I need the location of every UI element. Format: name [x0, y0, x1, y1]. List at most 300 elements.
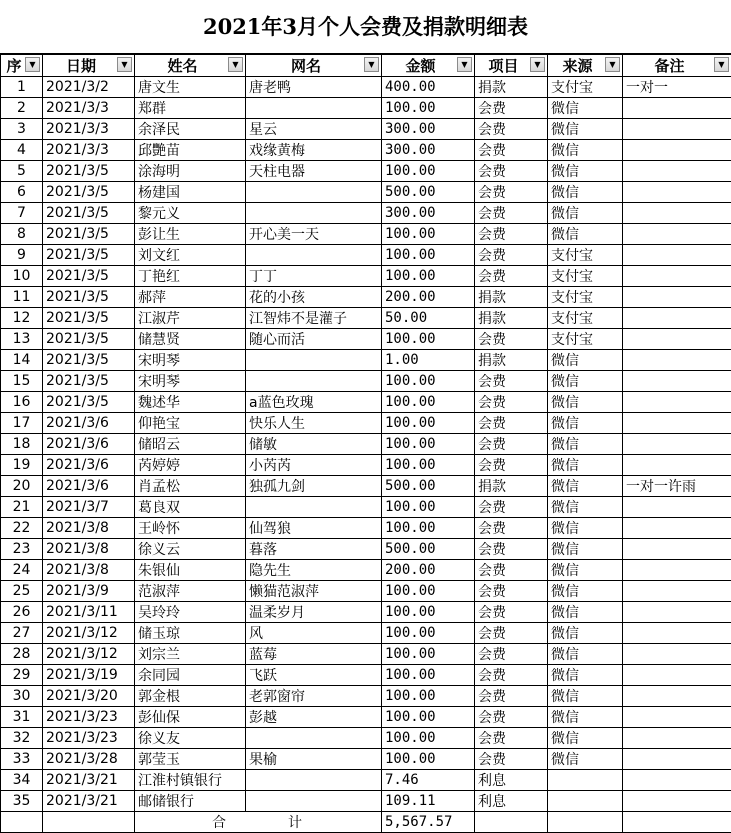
col-header-label: 日期 — [66, 57, 96, 75]
cell-note[interactable] — [623, 749, 731, 770]
cell-item[interactable]: 会费 — [475, 371, 548, 392]
cell-amount[interactable]: 100.00 — [382, 707, 475, 728]
cell-item[interactable]: 会费 — [475, 392, 548, 413]
cell-nick[interactable] — [246, 350, 382, 371]
cell-name[interactable]: 郑群 — [135, 98, 246, 119]
cell-item[interactable]: 会费 — [475, 203, 548, 224]
cell-amount[interactable]: 500.00 — [382, 476, 475, 497]
cell-source[interactable]: 支付宝 — [548, 266, 623, 287]
cell-nick[interactable] — [246, 497, 382, 518]
cell-item[interactable]: 会费 — [475, 749, 548, 770]
cell-name[interactable]: 葛良双 — [135, 497, 246, 518]
cell-amount[interactable]: 100.00 — [382, 455, 475, 476]
cell-date[interactable]: 2021/3/3 — [43, 140, 135, 161]
cell-amount[interactable]: 300.00 — [382, 140, 475, 161]
cell-amount[interactable]: 100.00 — [382, 644, 475, 665]
cell-source[interactable]: 微信 — [548, 140, 623, 161]
total-cell[interactable] — [1, 812, 43, 833]
cell-nick[interactable]: 风 — [246, 623, 382, 644]
cell-note[interactable] — [623, 455, 731, 476]
cell-note[interactable] — [623, 686, 731, 707]
cell-date[interactable]: 2021/3/5 — [43, 203, 135, 224]
cell-date[interactable]: 2021/3/20 — [43, 686, 135, 707]
cell-note[interactable] — [623, 728, 731, 749]
cell-source[interactable]: 微信 — [548, 224, 623, 245]
cell-source[interactable]: 微信 — [548, 476, 623, 497]
cell-amount[interactable]: 100.00 — [382, 329, 475, 350]
cell-amount[interactable]: 100.00 — [382, 413, 475, 434]
cell-name[interactable]: 邮储银行 — [135, 791, 246, 812]
cell-date[interactable]: 2021/3/12 — [43, 644, 135, 665]
cell-source[interactable]: 微信 — [548, 497, 623, 518]
cell-seq[interactable]: 35 — [1, 791, 43, 812]
cell-name[interactable]: 徐义云 — [135, 539, 246, 560]
cell-item[interactable]: 会费 — [475, 560, 548, 581]
cell-name[interactable]: 黎元义 — [135, 203, 246, 224]
cell-nick[interactable] — [246, 98, 382, 119]
cell-note[interactable] — [623, 161, 731, 182]
cell-name[interactable]: 王岭怀 — [135, 518, 246, 539]
cell-note[interactable] — [623, 539, 731, 560]
cell-item[interactable]: 捐款 — [475, 308, 548, 329]
cell-amount[interactable]: 500.00 — [382, 182, 475, 203]
cell-name[interactable]: 仰艳宝 — [135, 413, 246, 434]
cell-seq[interactable]: 5 — [1, 161, 43, 182]
cell-amount[interactable]: 100.00 — [382, 749, 475, 770]
cell-note[interactable] — [623, 329, 731, 350]
cell-name[interactable]: 杨建国 — [135, 182, 246, 203]
cell-amount[interactable]: 100.00 — [382, 161, 475, 182]
cell-source[interactable]: 微信 — [548, 707, 623, 728]
cell-note[interactable] — [623, 434, 731, 455]
cell-nick[interactable]: 果榆 — [246, 749, 382, 770]
cell-note[interactable] — [623, 707, 731, 728]
cell-seq[interactable]: 20 — [1, 476, 43, 497]
cell-name[interactable]: 唐文生 — [135, 77, 246, 98]
cell-note[interactable] — [623, 140, 731, 161]
cell-amount[interactable]: 100.00 — [382, 686, 475, 707]
cell-nick[interactable]: 独孤九剑 — [246, 476, 382, 497]
cell-source[interactable]: 微信 — [548, 728, 623, 749]
cell-seq[interactable]: 9 — [1, 245, 43, 266]
cell-source[interactable]: 微信 — [548, 644, 623, 665]
filter-dropdown-icon[interactable]: ▼ — [457, 57, 472, 72]
cell-note[interactable] — [623, 413, 731, 434]
cell-nick[interactable]: 储敏 — [246, 434, 382, 455]
cell-source[interactable]: 支付宝 — [548, 77, 623, 98]
cell-date[interactable]: 2021/3/5 — [43, 371, 135, 392]
cell-amount[interactable]: 100.00 — [382, 224, 475, 245]
cell-note[interactable] — [623, 644, 731, 665]
total-cell[interactable] — [475, 812, 548, 833]
cell-seq[interactable]: 7 — [1, 203, 43, 224]
cell-name[interactable]: 徐义友 — [135, 728, 246, 749]
cell-item[interactable]: 会费 — [475, 686, 548, 707]
cell-date[interactable]: 2021/3/12 — [43, 623, 135, 644]
cell-nick[interactable]: 彭越 — [246, 707, 382, 728]
cell-nick[interactable]: 隐先生 — [246, 560, 382, 581]
cell-date[interactable]: 2021/3/21 — [43, 770, 135, 791]
cell-name[interactable]: 刘宗兰 — [135, 644, 246, 665]
cell-name[interactable]: 江淑芹 — [135, 308, 246, 329]
cell-seq[interactable]: 26 — [1, 602, 43, 623]
cell-amount[interactable]: 100.00 — [382, 371, 475, 392]
cell-name[interactable]: 芮婷婷 — [135, 455, 246, 476]
cell-amount[interactable]: 100.00 — [382, 518, 475, 539]
cell-name[interactable]: 范淑萍 — [135, 581, 246, 602]
cell-amount[interactable]: 100.00 — [382, 728, 475, 749]
cell-date[interactable]: 2021/3/11 — [43, 602, 135, 623]
cell-date[interactable]: 2021/3/19 — [43, 665, 135, 686]
cell-source[interactable]: 微信 — [548, 686, 623, 707]
cell-seq[interactable]: 3 — [1, 119, 43, 140]
cell-note[interactable] — [623, 371, 731, 392]
cell-amount[interactable]: 50.00 — [382, 308, 475, 329]
cell-nick[interactable]: 江智炜不是灌子 — [246, 308, 382, 329]
cell-note[interactable] — [623, 623, 731, 644]
cell-date[interactable]: 2021/3/5 — [43, 350, 135, 371]
cell-amount[interactable]: 7.46 — [382, 770, 475, 791]
cell-nick[interactable]: 开心美一天 — [246, 224, 382, 245]
cell-nick[interactable]: 暮落 — [246, 539, 382, 560]
cell-source[interactable]: 微信 — [548, 161, 623, 182]
cell-date[interactable]: 2021/3/2 — [43, 77, 135, 98]
cell-item[interactable]: 会费 — [475, 455, 548, 476]
cell-name[interactable]: 储慧贤 — [135, 329, 246, 350]
cell-item[interactable]: 会费 — [475, 665, 548, 686]
cell-date[interactable]: 2021/3/5 — [43, 329, 135, 350]
cell-date[interactable]: 2021/3/8 — [43, 518, 135, 539]
cell-seq[interactable]: 29 — [1, 665, 43, 686]
cell-name[interactable]: 彭让生 — [135, 224, 246, 245]
cell-date[interactable]: 2021/3/9 — [43, 581, 135, 602]
cell-source[interactable]: 微信 — [548, 560, 623, 581]
cell-date[interactable]: 2021/3/3 — [43, 98, 135, 119]
cell-item[interactable]: 利息 — [475, 791, 548, 812]
cell-date[interactable]: 2021/3/21 — [43, 791, 135, 812]
cell-nick[interactable]: a蓝色玫瑰 — [246, 392, 382, 413]
cell-seq[interactable]: 24 — [1, 560, 43, 581]
cell-seq[interactable]: 14 — [1, 350, 43, 371]
cell-source[interactable]: 支付宝 — [548, 287, 623, 308]
cell-amount[interactable]: 100.00 — [382, 497, 475, 518]
cell-name[interactable]: 丁艳红 — [135, 266, 246, 287]
cell-item[interactable]: 捐款 — [475, 287, 548, 308]
cell-source[interactable]: 支付宝 — [548, 245, 623, 266]
cell-source[interactable]: 微信 — [548, 350, 623, 371]
cell-seq[interactable]: 31 — [1, 707, 43, 728]
cell-name[interactable]: 余同园 — [135, 665, 246, 686]
cell-date[interactable]: 2021/3/3 — [43, 119, 135, 140]
cell-seq[interactable]: 23 — [1, 539, 43, 560]
cell-name[interactable]: 宋明琴 — [135, 371, 246, 392]
cell-item[interactable]: 会费 — [475, 707, 548, 728]
cell-item[interactable]: 捐款 — [475, 476, 548, 497]
cell-nick[interactable]: 戏缘黄梅 — [246, 140, 382, 161]
cell-name[interactable]: 魏述华 — [135, 392, 246, 413]
cell-nick[interactable] — [246, 371, 382, 392]
cell-seq[interactable]: 27 — [1, 623, 43, 644]
cell-amount[interactable]: 400.00 — [382, 77, 475, 98]
cell-seq[interactable]: 17 — [1, 413, 43, 434]
filter-dropdown-icon[interactable]: ▼ — [364, 57, 379, 72]
cell-source[interactable]: 支付宝 — [548, 308, 623, 329]
cell-name[interactable]: 郝萍 — [135, 287, 246, 308]
cell-item[interactable]: 会费 — [475, 518, 548, 539]
cell-name[interactable]: 郭莹玉 — [135, 749, 246, 770]
cell-name[interactable]: 宋明琴 — [135, 350, 246, 371]
cell-source[interactable]: 微信 — [548, 371, 623, 392]
cell-item[interactable]: 会费 — [475, 728, 548, 749]
cell-amount[interactable]: 100.00 — [382, 434, 475, 455]
cell-date[interactable]: 2021/3/5 — [43, 161, 135, 182]
cell-nick[interactable] — [246, 770, 382, 791]
cell-amount[interactable]: 100.00 — [382, 602, 475, 623]
cell-amount[interactable]: 100.00 — [382, 665, 475, 686]
cell-seq[interactable]: 34 — [1, 770, 43, 791]
cell-note[interactable] — [623, 224, 731, 245]
cell-note[interactable] — [623, 602, 731, 623]
cell-note[interactable] — [623, 497, 731, 518]
cell-item[interactable]: 会费 — [475, 119, 548, 140]
cell-nick[interactable]: 温柔岁月 — [246, 602, 382, 623]
cell-date[interactable]: 2021/3/6 — [43, 434, 135, 455]
filter-dropdown-icon[interactable]: ▼ — [605, 57, 620, 72]
filter-dropdown-icon[interactable]: ▼ — [530, 57, 545, 72]
cell-source[interactable]: 微信 — [548, 581, 623, 602]
cell-date[interactable]: 2021/3/5 — [43, 266, 135, 287]
cell-nick[interactable]: 星云 — [246, 119, 382, 140]
cell-nick[interactable] — [246, 203, 382, 224]
cell-item[interactable]: 会费 — [475, 224, 548, 245]
cell-nick[interactable] — [246, 245, 382, 266]
cell-amount[interactable]: 100.00 — [382, 245, 475, 266]
cell-date[interactable]: 2021/3/5 — [43, 182, 135, 203]
cell-item[interactable]: 捐款 — [475, 77, 548, 98]
cell-nick[interactable]: 老郭窗帘 — [246, 686, 382, 707]
cell-source[interactable]: 微信 — [548, 518, 623, 539]
filter-dropdown-icon[interactable]: ▼ — [228, 57, 243, 72]
cell-source[interactable]: 微信 — [548, 119, 623, 140]
cell-item[interactable]: 会费 — [475, 182, 548, 203]
cell-source[interactable]: 支付宝 — [548, 329, 623, 350]
cell-nick[interactable] — [246, 182, 382, 203]
cell-nick[interactable]: 快乐人生 — [246, 413, 382, 434]
cell-note[interactable] — [623, 266, 731, 287]
cell-seq[interactable]: 2 — [1, 98, 43, 119]
filter-dropdown-icon[interactable]: ▼ — [25, 57, 40, 72]
cell-note[interactable] — [623, 245, 731, 266]
cell-source[interactable]: 微信 — [548, 749, 623, 770]
cell-source[interactable]: 微信 — [548, 455, 623, 476]
cell-seq[interactable]: 30 — [1, 686, 43, 707]
cell-item[interactable]: 会费 — [475, 581, 548, 602]
cell-name[interactable]: 肖孟松 — [135, 476, 246, 497]
cell-note[interactable] — [623, 98, 731, 119]
cell-date[interactable]: 2021/3/5 — [43, 392, 135, 413]
cell-source[interactable]: 微信 — [548, 539, 623, 560]
cell-source[interactable]: 微信 — [548, 623, 623, 644]
cell-seq[interactable]: 28 — [1, 644, 43, 665]
cell-source[interactable]: 微信 — [548, 392, 623, 413]
cell-source[interactable]: 微信 — [548, 413, 623, 434]
cell-date[interactable]: 2021/3/5 — [43, 287, 135, 308]
total-cell[interactable] — [623, 812, 731, 833]
cell-date[interactable]: 2021/3/28 — [43, 749, 135, 770]
cell-date[interactable]: 2021/3/23 — [43, 728, 135, 749]
cell-note[interactable] — [623, 182, 731, 203]
cell-seq[interactable]: 25 — [1, 581, 43, 602]
total-cell[interactable] — [548, 812, 623, 833]
total-cell[interactable] — [43, 812, 135, 833]
cell-source[interactable]: 微信 — [548, 98, 623, 119]
cell-seq[interactable]: 15 — [1, 371, 43, 392]
cell-source[interactable] — [548, 770, 623, 791]
cell-item[interactable]: 会费 — [475, 644, 548, 665]
cell-date[interactable]: 2021/3/23 — [43, 707, 135, 728]
cell-name[interactable]: 储玉琼 — [135, 623, 246, 644]
cell-amount[interactable]: 100.00 — [382, 581, 475, 602]
cell-date[interactable]: 2021/3/5 — [43, 224, 135, 245]
cell-date[interactable]: 2021/3/6 — [43, 413, 135, 434]
cell-item[interactable]: 会费 — [475, 497, 548, 518]
cell-source[interactable]: 微信 — [548, 203, 623, 224]
cell-seq[interactable]: 12 — [1, 308, 43, 329]
cell-date[interactable]: 2021/3/5 — [43, 308, 135, 329]
cell-item[interactable]: 会费 — [475, 329, 548, 350]
cell-name[interactable]: 刘文红 — [135, 245, 246, 266]
total-amount[interactable]: 5,567.57 — [382, 812, 475, 833]
cell-note[interactable] — [623, 392, 731, 413]
cell-nick[interactable]: 唐老鸭 — [246, 77, 382, 98]
cell-note[interactable] — [623, 119, 731, 140]
cell-date[interactable]: 2021/3/5 — [43, 245, 135, 266]
cell-amount[interactable]: 100.00 — [382, 266, 475, 287]
cell-item[interactable]: 会费 — [475, 266, 548, 287]
cell-note[interactable] — [623, 791, 731, 812]
cell-name[interactable]: 朱银仙 — [135, 560, 246, 581]
cell-source[interactable]: 微信 — [548, 602, 623, 623]
cell-item[interactable]: 会费 — [475, 245, 548, 266]
cell-nick[interactable]: 天柱电器 — [246, 161, 382, 182]
cell-nick[interactable]: 懒猫范淑萍 — [246, 581, 382, 602]
cell-amount[interactable]: 300.00 — [382, 119, 475, 140]
cell-nick[interactable]: 随心而活 — [246, 329, 382, 350]
cell-name[interactable]: 彭仙保 — [135, 707, 246, 728]
cell-date[interactable]: 2021/3/6 — [43, 455, 135, 476]
cell-seq[interactable]: 6 — [1, 182, 43, 203]
cell-seq[interactable]: 22 — [1, 518, 43, 539]
cell-note[interactable] — [623, 287, 731, 308]
cell-amount[interactable]: 200.00 — [382, 560, 475, 581]
cell-seq[interactable]: 16 — [1, 392, 43, 413]
cell-amount[interactable]: 100.00 — [382, 392, 475, 413]
cell-date[interactable]: 2021/3/7 — [43, 497, 135, 518]
cell-seq[interactable]: 32 — [1, 728, 43, 749]
cell-name[interactable]: 吴玲玲 — [135, 602, 246, 623]
cell-source[interactable]: 微信 — [548, 665, 623, 686]
cell-nick[interactable]: 花的小孩 — [246, 287, 382, 308]
cell-name[interactable]: 涂海明 — [135, 161, 246, 182]
cell-note[interactable] — [623, 770, 731, 791]
cell-item[interactable]: 会费 — [475, 539, 548, 560]
table-row — [1, 182, 731, 203]
cell-amount[interactable]: 200.00 — [382, 287, 475, 308]
cell-item[interactable]: 捐款 — [475, 350, 548, 371]
cell-nick[interactable]: 仙驾狼 — [246, 518, 382, 539]
cell-seq[interactable]: 4 — [1, 140, 43, 161]
table-row — [1, 623, 731, 644]
cell-note[interactable] — [623, 518, 731, 539]
filter-dropdown-icon[interactable]: ▼ — [117, 57, 132, 72]
cell-seq[interactable]: 1 — [1, 77, 43, 98]
cell-source[interactable] — [548, 791, 623, 812]
cell-note[interactable] — [623, 308, 731, 329]
cell-name[interactable]: 邱艷苗 — [135, 140, 246, 161]
cell-nick[interactable]: 飞跃 — [246, 665, 382, 686]
cell-note[interactable] — [623, 203, 731, 224]
cell-note[interactable] — [623, 665, 731, 686]
cell-note[interactable] — [623, 350, 731, 371]
cell-note[interactable] — [623, 581, 731, 602]
cell-seq[interactable]: 8 — [1, 224, 43, 245]
cell-amount[interactable]: 100.00 — [382, 98, 475, 119]
cell-item[interactable]: 会费 — [475, 161, 548, 182]
cell-amount[interactable]: 100.00 — [382, 623, 475, 644]
filter-dropdown-icon[interactable]: ▼ — [714, 57, 729, 72]
cell-nick[interactable]: 蓝莓 — [246, 644, 382, 665]
cell-nick[interactable]: 小芮芮 — [246, 455, 382, 476]
cell-date[interactable]: 2021/3/8 — [43, 560, 135, 581]
cell-name[interactable]: 余泽民 — [135, 119, 246, 140]
cell-name[interactable]: 储昭云 — [135, 434, 246, 455]
cell-seq[interactable]: 18 — [1, 434, 43, 455]
cell-item[interactable]: 会费 — [475, 602, 548, 623]
cell-note[interactable]: 一对一许雨 — [623, 476, 731, 497]
cell-date[interactable]: 2021/3/6 — [43, 476, 135, 497]
header-row — [1, 55, 731, 77]
cell-nick[interactable]: 丁丁 — [246, 266, 382, 287]
cell-source[interactable]: 微信 — [548, 182, 623, 203]
cell-seq[interactable]: 33 — [1, 749, 43, 770]
cell-date[interactable]: 2021/3/8 — [43, 539, 135, 560]
cell-amount[interactable]: 500.00 — [382, 539, 475, 560]
cell-source[interactable]: 微信 — [548, 434, 623, 455]
cell-name[interactable]: 江淮村镇银行 — [135, 770, 246, 791]
cell-seq[interactable]: 21 — [1, 497, 43, 518]
cell-seq[interactable]: 10 — [1, 266, 43, 287]
cell-item[interactable]: 会费 — [475, 434, 548, 455]
cell-name[interactable]: 郭金根 — [135, 686, 246, 707]
cell-amount[interactable]: 1.00 — [382, 350, 475, 371]
cell-item[interactable]: 会费 — [475, 140, 548, 161]
cell-amount[interactable]: 109.11 — [382, 791, 475, 812]
cell-nick[interactable] — [246, 791, 382, 812]
cell-seq[interactable]: 19 — [1, 455, 43, 476]
cell-item[interactable]: 会费 — [475, 98, 548, 119]
total-label[interactable] — [135, 812, 382, 833]
cell-nick[interactable] — [246, 728, 382, 749]
cell-note[interactable]: 一对一 — [623, 77, 731, 98]
cell-item[interactable]: 会费 — [475, 623, 548, 644]
sheet-title: 2021年3月个人会费及捐款明细表 — [0, 0, 731, 54]
cell-item[interactable]: 会费 — [475, 413, 548, 434]
cell-item[interactable]: 利息 — [475, 770, 548, 791]
cell-seq[interactable]: 13 — [1, 329, 43, 350]
cell-note[interactable] — [623, 560, 731, 581]
cell-seq[interactable]: 11 — [1, 287, 43, 308]
cell-amount[interactable]: 300.00 — [382, 203, 475, 224]
